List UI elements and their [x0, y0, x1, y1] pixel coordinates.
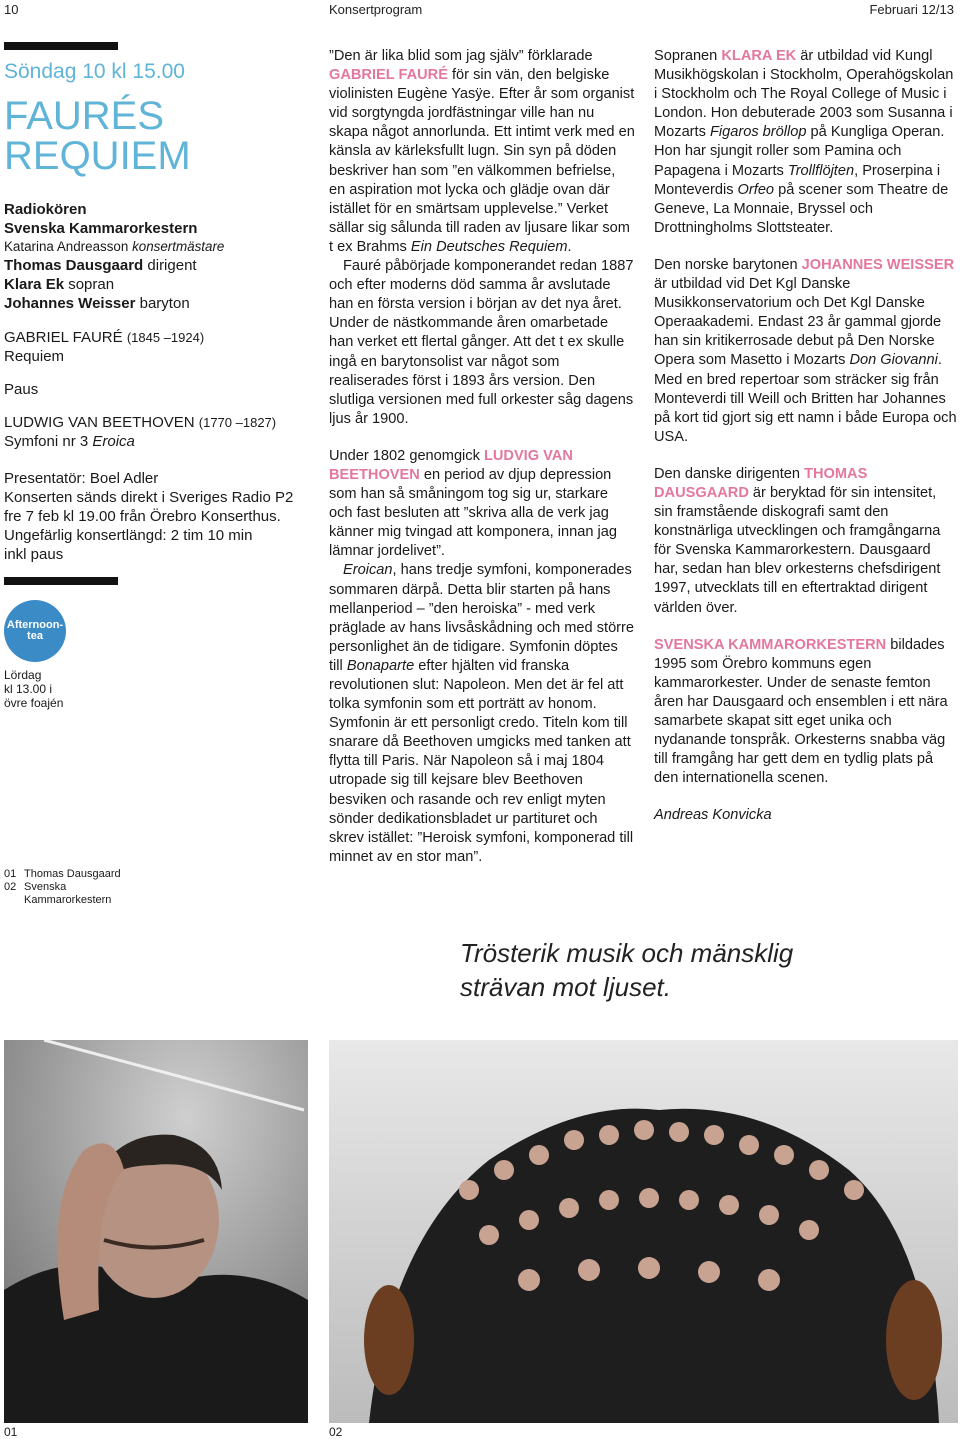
work2-composer: LUDWIG VAN BEETHOVEN (1770 –1827)	[4, 414, 277, 431]
concert-title-line1: FAURÉS	[4, 94, 165, 138]
info-line: Konserten sänds direkt i Sveriges Radio P2	[4, 489, 294, 506]
info-line: Ungefärlig konsertlängd: 2 tim 10 min	[4, 527, 253, 544]
afternoon-tea-info: Lördag kl 13.00 i övre foajén	[4, 668, 64, 710]
intermission: Paus	[4, 381, 39, 398]
photo-caption-02: 02	[329, 1425, 343, 1439]
info-line: inkl paus	[4, 546, 64, 563]
performer-conductor: Thomas Dausgaard dirigent	[4, 257, 197, 274]
performer-concertmaster: Katarina Andreasson konsertmästare	[4, 239, 225, 254]
issue-label: Februari 12/13	[869, 2, 954, 17]
conductor-photo	[4, 1040, 308, 1423]
section-rule	[4, 42, 118, 50]
conductor-photo-illustration	[4, 1040, 308, 1423]
photo-caption-01: 01	[4, 1425, 18, 1439]
info-line: Presentatör: Boel Adler	[4, 470, 159, 487]
concert-title-line2: REQUIEM	[4, 134, 191, 178]
article-column-middle: ”Den är lika blid som jag själv” förklarade GABRIEL FAURÉ för sin vän, den belgiske violinisten Eugène Yasÿe. Efter år som organist vid sorgtyngda jordfästningar ville han nu skapa något annorlunda. Ett intimt verk med en känsla av kärleksfullt lugn. Sin syn på döden beskriver han som ”en välkommen befrielse, en aspiration mot lycka och glädje ovan där istället för en smärtsam upplevelse.” Verket sällar sig sålunda till raden av ljusare likar som t ex Brahms Ein Deutsches Requiem. Fauré påbörjade komponerandet redan 1887 och efter moderns död samma år avslutade han en första version i början av det nya året. Under de nästkommande åren omarbetade han verket ett flertal gånger. Att det t ex skulle ingå en barytonsolist var något som realiserades först i 1893 års version. Den slutliga versionen med full orkester såg dagens ljus år 1900. Under 1802 genomgick LUDVIG VAN BEETHOVEN en period av djup depression som han så småningom tog sig ur, starkare och fast besluten att ”skriva alla de verk jag känner mig tvingad att komponera, innan jag lämnar jordelivet”. Eroican, hans tredje symfoni, komponerades sommaren därpå. Detta blir starten på hans mellanperiod – ”den heroiska” - med verk präglade av hans livsåskådning och med större personlighet än de tidigare. Symfonin döptes till Bonaparte efter hjälten vid franska revolutionen slut: Napoleon. Men det är fel att tolka symfonin som ett porträtt av honom. Symfonin är ett personligt credo. Titeln kom till snarare då Beethoven umgicks med tanken att flytta till Paris. När Napoleon så i maj 1804 utropade sig till kejsare blev Beethoven besviken och rasande och rev enligt myten sönder dedikationsbladet ur partituret och skrev istället: ”Heroisk symfoni, komponerad till minnet av en stor man”.	[329, 48, 635, 865]
concert-date: Söndag 10 kl 15.00	[4, 60, 185, 83]
performer-orchestra: Svenska Kammarorkestern	[4, 220, 198, 237]
work1-composer: GABRIEL FAURÉ (1845 –1924)	[4, 329, 205, 346]
photo-credits: 01 Thomas Dausgaard 02 Svenska Kammarorkestern	[4, 868, 121, 906]
work2-title: Symfoni nr 3 Eroica	[4, 433, 135, 450]
performer-choir: Radiokören	[4, 201, 87, 218]
concert-info-column	[4, 60, 314, 564]
afternoon-tea-badge: Afternoon- tea	[4, 600, 66, 662]
page-number: 10	[4, 2, 19, 17]
section-label: Konsertprogram	[329, 2, 423, 17]
performer-soprano: Klara Ek sopran	[4, 276, 115, 293]
orchestra-photo	[329, 1040, 958, 1423]
work1-title: Requiem	[4, 348, 65, 365]
orchestra-photo-illustration	[329, 1040, 958, 1423]
info-line: fre 7 feb kl 19.00 från Örebro Konserthus.	[4, 508, 281, 525]
pull-quote: Trösterik musik och mänsklig strävan mot ljuset.	[460, 938, 794, 1002]
performer-baritone: Johannes Weisser baryton	[4, 295, 190, 312]
article-column-right: Sopranen KLARA EK är utbildad vid Kungl Musikhögskolan i Stockholm, Operahögskolan i Stockholm och The Royal College of Music i London. Hon debuterade 2003 som Susanna i Mozarts Figaros bröllop på Kungliga Operan. Hon har sjungit roller som Pamina och Papagena i Mozarts Trollflöjten, Proserpina i Monteverdis Orfeo på scener som Theatre de Geneve, La Monnaie, Bryssel och Drottningholms Slottsteater. Den norske barytonen JOHANNES WEISSER är utbildad vid Det Kgl Danske Musikkonservatorium och Det Kgl Danske Operaakademi. Endast 23 år gammal gjorde han sin kritikerrosade debut på Den Norske Opera som Masetto i Mozarts Don Giovanni. Med en bred repertoar som sträcker sig från Monteverdi till Weill och Britten har Johannes på kort tid gjort sig ett namn i både Europa och USA. Den danske dirigenten THOMAS DAUSGAARD är beryktad för sin intensitet, sin framstående diskografi samt den konstnärliga utvecklingen och framgångarna för Svenska Kammarorkestern. Dausgaard har, sedan han blev orkesterns chefsdirigent 1997, utvecklats till en eftertraktad dirigent världen över. SVENSKA KAMMARORKESTERN bildades 1995 som Örebro kommuns egen kammarorkester. Under de senaste femton åren har Dausgaard och ensemblen i ett nära samarbete skapat sitt eget unika och nydanande tonspråk. Orkesterns snabba väg till framgång har gett dem en tydlig plats på den internationella scenen. Andreas Konvicka	[654, 48, 957, 824]
section-rule-2	[4, 577, 118, 585]
